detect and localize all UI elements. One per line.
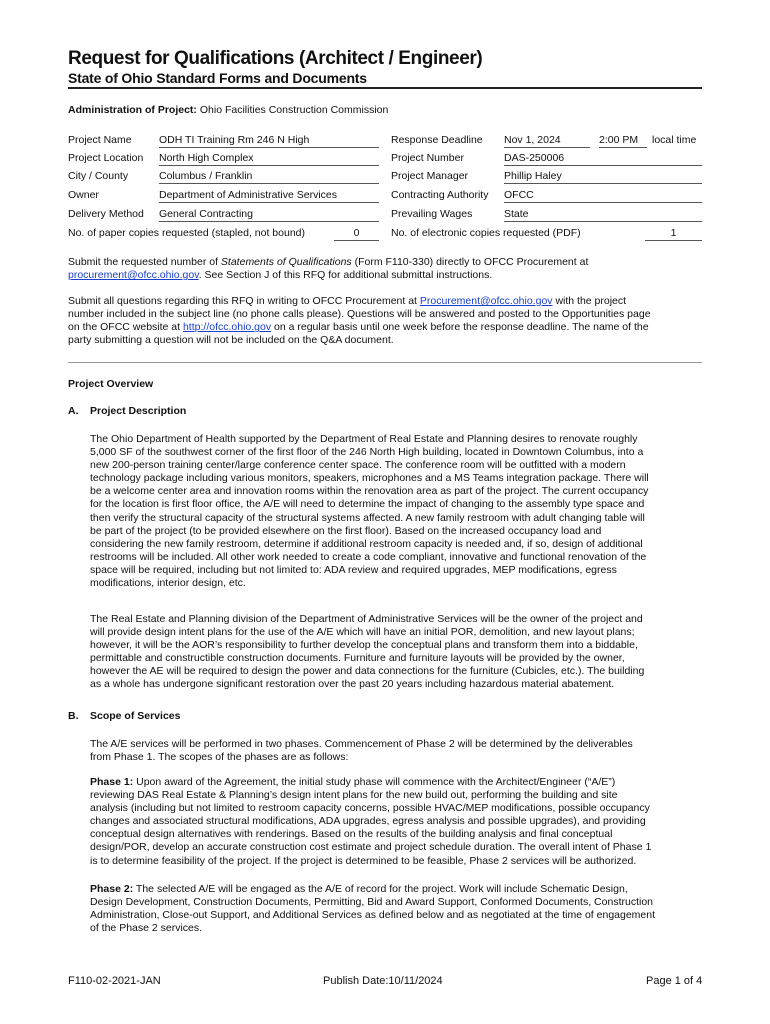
description-2-line: permittable and constructible construction documents. Furniture and furniture layouts will be provided by the owner,	[90, 652, 625, 665]
description-2-line: The Real Estate and Planning division of the Department of Administrative Services will be the owner of the project and	[90, 613, 643, 625]
administration-label: Administration of Project:	[68, 104, 197, 116]
submit-text-c: . See Section J of this RFQ for additional submittal instructions.	[198, 269, 493, 282]
form-id: F110-02-2021-JAN	[68, 975, 161, 987]
questions-text-a: Submit all questions regarding this RFQ in writing to OFCC Procurement at	[68, 295, 420, 307]
city-county-value: Columbus / Franklin	[159, 169, 379, 184]
description-1-line: space will be required, including but not limited to: ADA review and required upgrades, MEP modifications, egress	[90, 563, 617, 576]
phase-1-line: design/POR, develop an accurate construction cost estimate and project schedule duration. The overall intent of Phase 1	[90, 841, 652, 854]
delivery-method-value: General Contracting	[159, 207, 379, 222]
description-1-line: then verify the structural capacity of the structural systems affected. A new family restroom with adult changing table will	[90, 511, 645, 524]
ofcc-website-link[interactable]: http://ofcc.ohio.gov	[182, 321, 272, 334]
description-2-line: as a whole has undergone significant restoration over the past 20 years including hazardous material abatement.	[90, 678, 615, 691]
phase-2-label: Phase 2:	[90, 883, 134, 895]
description-2-line: however, it will be the AOR’s responsibility to further develop the conceptual plans and transform them into a biddable,	[90, 639, 638, 652]
project-number-label: Project Number	[391, 152, 464, 164]
section-b-title: Scope of Services	[90, 710, 181, 722]
phase-2-line: Administration, Close-out Support, and Additional Services as defined below and as negotiated at the time of engagement	[90, 909, 656, 922]
description-2-line: however the AE will be required to design the power and data connections for the furniture (Cubicles, etc.). The building	[90, 665, 645, 678]
questions-text-c: on the OFCC website at	[68, 321, 183, 334]
administration-value: Ohio Facilities Construction Commission	[199, 104, 389, 116]
phase-2-paragraph	[90, 883, 710, 935]
submit-text-italic: Statements of Qualifications	[220, 256, 352, 268]
submit-text-a: Submit the requested number of	[68, 256, 221, 268]
title-rule	[68, 87, 702, 89]
response-deadline-time: 2:00 PM	[599, 133, 647, 148]
phase-1-line: is to determine feasibility of the project. If the project is determined to be feasible, Phase 2 services will be authorized.	[90, 854, 637, 867]
description-1-line: for the location is first floor office, the A/E will need to determine the impact of changing to the assembly type space and	[90, 498, 645, 511]
document-title: Request for Qualifications (Architect / Engineer)	[68, 48, 483, 69]
response-deadline-label: Response Deadline	[391, 134, 483, 146]
description-1-line: be a welcome center area and innovation rooms within the renovation area as part of the project. The current occupancy	[90, 485, 649, 498]
description-1-line: technology package including various monitors, speakers, microphones and a MS Teams integration package. There will	[90, 472, 649, 485]
publish-date: Publish Date:10/11/2024	[323, 975, 443, 987]
project-manager-label: Project Manager	[391, 170, 469, 182]
phase-1-rest	[90, 789, 651, 866]
project-location-label: Project Location	[68, 152, 144, 164]
administration-line	[68, 104, 388, 116]
submit-text-b: (Form F110-330) directly to OFCC Procurement at	[351, 256, 589, 268]
description-1-line: modifications, interior design, etc.	[90, 577, 246, 590]
delivery-method-label: Delivery Method	[68, 208, 144, 220]
description-1-line: considering the new family restroom, determine if additional restroom capacity is needed and, if so, design of additional	[90, 537, 643, 550]
section-divider	[68, 362, 702, 363]
questions-email-link[interactable]: Procurement@ofcc.ohio.gov	[419, 295, 553, 307]
contracting-authority-value: OFCC	[504, 188, 702, 203]
section-a-number: A.	[68, 405, 79, 417]
description-2-line: will provide design intent plans for the use of the A/E which will have an initial POR, demolition, and new layout plans;	[90, 626, 635, 639]
prevailing-wages-label: Prevailing Wages	[391, 208, 473, 220]
electronic-copies-label: No. of electronic copies requested (PDF)	[391, 227, 581, 239]
description-1-line: restrooms will be included. All other work needed to create a code compliant, innovative and functional renovation of the	[90, 550, 647, 563]
project-location-value: North High Complex	[159, 151, 379, 166]
questions-text-b: with the project	[552, 295, 627, 307]
questions-text-line2: number included in the subject line (no phone calls please). Questions will be answered and posted to the Opportunities page	[68, 308, 651, 321]
owner-label: Owner	[68, 189, 99, 201]
scope-paragraph	[90, 738, 710, 764]
phase-1-label: Phase 1:	[90, 776, 134, 788]
questions-text-d: on a regular basis until one week before the response deadline. The name of the	[271, 321, 649, 334]
project-overview-heading: Project Overview	[68, 378, 154, 390]
project-number-value: DAS-250006	[504, 151, 702, 166]
paper-copies-value: 0	[334, 226, 379, 241]
electronic-copies-value: 1	[645, 226, 702, 241]
description-1-line: be part of the project (to be provided elsewhere on the first floor). Based on the increased occupancy load and	[90, 524, 602, 537]
description-paragraph-2	[90, 613, 710, 692]
phase-1-paragraph	[90, 776, 710, 868]
scope-line: The A/E services will be performed in two phases. Commencement of Phase 2 will be determined by the deliverables	[90, 738, 633, 750]
description-1-line: new 200-person training center/large conference center space. The conference room will be outfitted with a modern	[90, 459, 626, 472]
city-county-label: City / County	[68, 170, 129, 182]
description-1-line: 5,000 SF of the southwest corner of the first floor of the 246 North High building, located in Downtown Columbus, into a	[90, 446, 644, 459]
phase-1-line: reviewing DAS Real Estate & Planning’s design intent plans for the new build out, performing the building and site	[90, 789, 618, 802]
response-deadline-suffix: local time	[652, 134, 697, 146]
page-number: Page 1 of 4	[646, 975, 703, 987]
contracting-authority-label: Contracting Authority	[391, 189, 489, 201]
phase-2-first-line: The selected A/E will be engaged as the A/E of record for the project. Work will include Schematic Design,	[133, 883, 628, 895]
section-a-title: Project Description	[90, 405, 187, 417]
response-deadline-date: Nov 1, 2024	[504, 133, 590, 148]
scope-line: from Phase 1. The scopes of the phases are as follows:	[90, 751, 349, 764]
procurement-email-link[interactable]: procurement@ofcc.ohio.gov	[68, 269, 199, 282]
project-name-label: Project Name	[68, 134, 132, 146]
paper-copies-label: No. of paper copies requested (stapled, not bound)	[68, 227, 305, 239]
phase-1-first-line: Upon award of the Agreement, the initial study phase will commence with the Architect/Engineer (“A/E”)	[133, 776, 616, 788]
questions-text-line4: party submitting a question will not be included on the Q&A document.	[68, 334, 394, 347]
prevailing-wages-value: State	[504, 207, 702, 222]
phase-1-line: changes and associated structural modifications, ADA upgrades, egress analysis and possible upgrades), and providing	[90, 815, 646, 828]
project-name-value: ODH TI Training Rm 246 N High	[159, 133, 379, 148]
submit-paragraph	[68, 256, 708, 282]
section-b-number: B.	[68, 710, 79, 722]
project-manager-value: Phillip Haley	[504, 169, 702, 184]
description-1-line: The Ohio Department of Health supported by the Department of Real Estate and Planning desires to renovate roughly	[90, 433, 638, 445]
phase-1-line: conceptual design alternatives with renderings. Based on the results of the building analysis and final conceptual	[90, 828, 613, 841]
document-subtitle: State of Ohio Standard Forms and Documents	[68, 70, 367, 86]
description-paragraph-1	[90, 433, 710, 590]
phase-2-line: Design Development, Construction Documents, Permitting, Bid and Award Support, Conformed Documents, Construction	[90, 896, 653, 909]
phase-1-line: analysis (including but not limited to restroom capacity concerns, possible HVAC/MEP modifications, possible occupancy	[90, 802, 650, 815]
questions-paragraph	[68, 295, 708, 347]
owner-value: Department of Administrative Services	[159, 188, 379, 203]
phase-2-rest	[90, 896, 655, 934]
phase-2-line: of the Phase 2 services.	[90, 922, 203, 935]
